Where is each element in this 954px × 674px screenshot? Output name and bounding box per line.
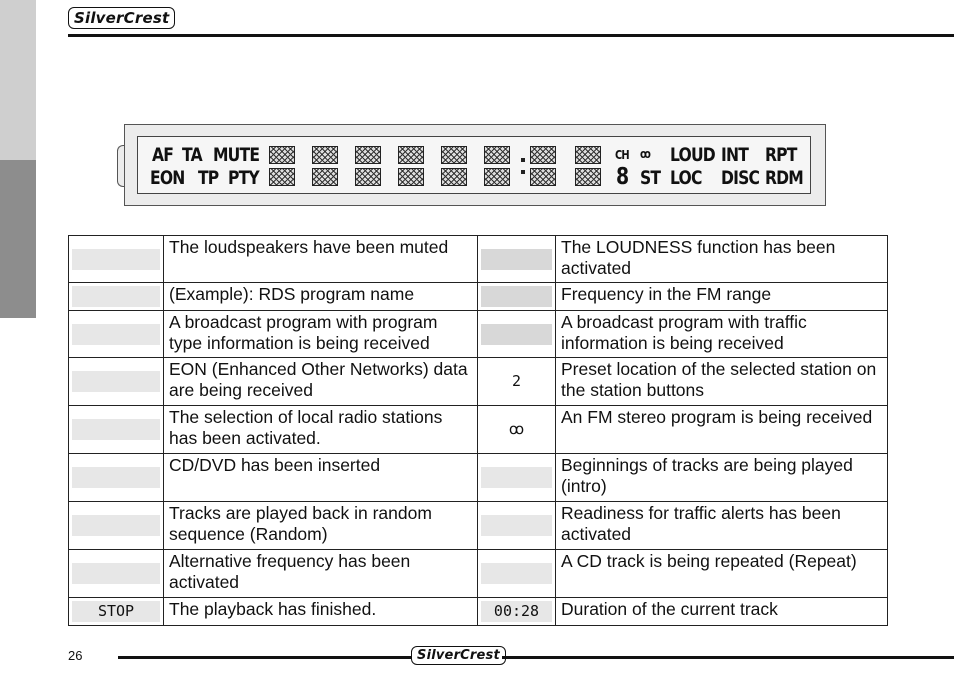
symbol-cell (69, 358, 164, 406)
symbol-cell (69, 283, 164, 311)
stereo-icon: ꝏ (508, 420, 525, 438)
description-cell: Preset location of the selected station on the station buttons (556, 358, 888, 406)
description-cell: EON (Enhanced Other Networks) data are being received (164, 358, 478, 406)
symbol-cell (478, 550, 556, 598)
fm-band-symbol (481, 286, 552, 307)
description-cell: Beginnings of tracks are being played (intro) (556, 454, 888, 502)
intro-symbol (481, 467, 552, 488)
loud-symbol (481, 249, 552, 270)
segment-char (575, 168, 601, 186)
display-label-tp: TP (198, 167, 219, 189)
mute-symbol (72, 249, 160, 270)
stop-symbol: STOP (72, 601, 160, 622)
tp-symbol (481, 324, 552, 345)
pty-symbol (72, 324, 160, 345)
description-cell: The playback has finished. (164, 598, 478, 626)
symbol-cell (478, 358, 556, 406)
segment-char (355, 168, 381, 186)
display-label-pty: PTY (228, 167, 259, 189)
symbol-cell (69, 550, 164, 598)
display-label-ta: TA (182, 144, 202, 166)
description-cell: Alternative frequency has been activated (164, 550, 478, 598)
symbol-cell (69, 454, 164, 502)
display-label-int: INT (721, 144, 749, 166)
segment-char (312, 168, 338, 186)
segment-char (398, 168, 424, 186)
description-cell: The selection of local radio stations has been activated. (164, 406, 478, 454)
symbol-cell (478, 502, 556, 550)
symbol-cell (478, 236, 556, 283)
ta-symbol (481, 515, 552, 536)
table-row (69, 550, 888, 598)
description-cell: (Example): RDS program name (164, 283, 478, 311)
symbol-cell (478, 283, 556, 311)
table-row (69, 406, 888, 454)
segment-char (441, 168, 467, 186)
symbol-cell (69, 406, 164, 454)
display-label-af: AF (152, 144, 174, 166)
loc-symbol (72, 419, 160, 440)
disc-symbol (72, 467, 160, 488)
table-row (69, 311, 888, 358)
side-tab-dark (0, 160, 36, 318)
footer-brand-logo: SilverCrest (411, 646, 506, 665)
segment-char (530, 168, 556, 186)
display-colon-dot (521, 170, 525, 174)
description-cell: The loudspeakers have been muted (164, 236, 478, 283)
segment-char (269, 146, 295, 164)
description-cell: A broadcast program with traffic information is being received (556, 311, 888, 358)
track-time-symbol: 00:28 (481, 601, 552, 622)
description-cell: The LOUDNESS function has been activated (556, 236, 888, 283)
symbol-cell (478, 406, 556, 454)
symbol-cell (69, 598, 164, 626)
segment-char (530, 146, 556, 164)
description-cell: Duration of the current track (556, 598, 888, 626)
display-preset-digit: 8 (616, 164, 629, 190)
table-row (69, 502, 888, 550)
symbol-cell (478, 598, 556, 626)
segment-char (355, 146, 381, 164)
display-label-disc: DISC (721, 167, 760, 189)
segment-char (575, 146, 601, 164)
segment-char (484, 168, 510, 186)
description-cell: CD/DVD has been inserted (164, 454, 478, 502)
segment-char (312, 146, 338, 164)
footer-rule (118, 656, 412, 659)
preset-digit-symbol: 2 (511, 372, 522, 390)
display-panel (137, 136, 811, 194)
side-tab-light (0, 0, 36, 160)
eon-symbol (72, 371, 160, 392)
footer-rule (502, 656, 954, 659)
display-label-eon: EON (150, 167, 185, 189)
display-colon-dot (521, 158, 525, 162)
segment-char (484, 146, 510, 164)
symbol-cell (69, 311, 164, 358)
header-rule (68, 34, 954, 37)
segment-char (441, 146, 467, 164)
symbol-cell (69, 502, 164, 550)
table-row (69, 236, 888, 283)
repeat-symbol (481, 563, 552, 584)
description-cell: A CD track is being repeated (Repeat) (556, 550, 888, 598)
display-label-mute: MUTE (213, 144, 260, 166)
display-label-loud: LOUD (670, 144, 715, 166)
page-number: 26 (68, 648, 83, 663)
symbol-cell (478, 454, 556, 502)
display-label-ch: CH (615, 148, 629, 162)
segment-char (269, 168, 295, 186)
display-symbols-table (68, 235, 888, 626)
table-row (69, 454, 888, 502)
table-row (69, 358, 888, 406)
rds-name-symbol (72, 286, 160, 307)
stereo-icon: ꝏ (640, 147, 651, 161)
display-label-loc: LOC (670, 167, 702, 189)
description-cell: An FM stereo program is being received (556, 406, 888, 454)
random-symbol (72, 515, 160, 536)
symbol-cell (478, 311, 556, 358)
description-cell: A broadcast program with program type information is being received (164, 311, 478, 358)
description-cell: Frequency in the FM range (556, 283, 888, 311)
description-cell: Readiness for traffic alerts has been activated (556, 502, 888, 550)
table-row (69, 598, 888, 626)
radio-display-illustration (124, 124, 826, 206)
brand-logo: SilverCrest (68, 7, 175, 29)
description-cell: Tracks are played back in random sequence (Random) (164, 502, 478, 550)
display-label-st: ST (640, 167, 661, 189)
display-label-rdm: RDM (765, 167, 803, 189)
af-symbol (72, 563, 160, 584)
table-row (69, 283, 888, 311)
display-label-rpt: RPT (765, 144, 797, 166)
symbol-cell (69, 236, 164, 283)
segment-char (398, 146, 424, 164)
